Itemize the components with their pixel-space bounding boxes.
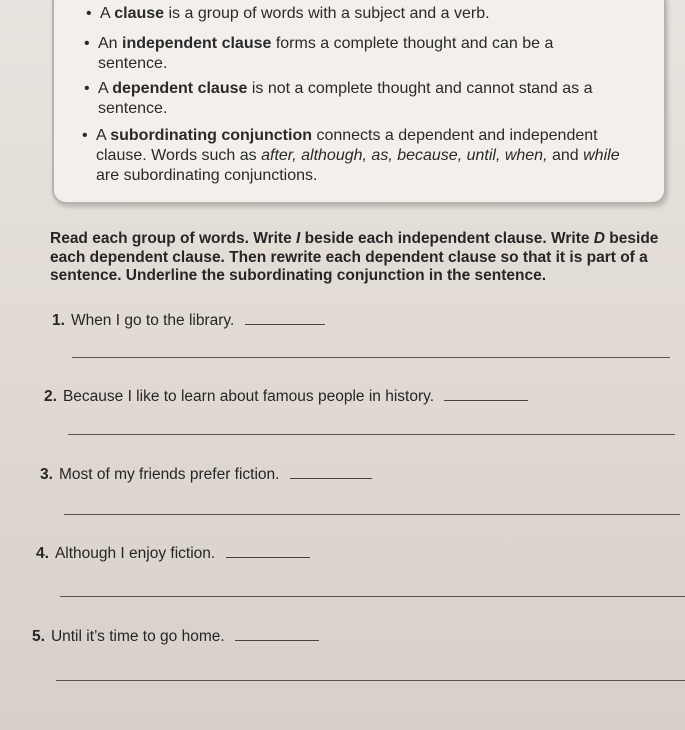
bullet-icon: • bbox=[86, 5, 92, 22]
exercise-text: When I go to the library. bbox=[70, 312, 235, 329]
exercise-number: 5. bbox=[32, 628, 45, 645]
conjunction-example-while: while bbox=[583, 147, 620, 164]
term-dependent-clause: dependent clause bbox=[112, 80, 248, 97]
exercise-text: Most of my friends prefer fiction. bbox=[58, 466, 280, 483]
rewrite-line[interactable] bbox=[56, 680, 685, 681]
rewrite-line[interactable] bbox=[68, 434, 675, 435]
definition-clause: • A clause is a group of words with a subject and a verb. bbox=[86, 5, 490, 22]
exercise-4 bbox=[36, 543, 310, 563]
exercise-3 bbox=[40, 464, 372, 484]
exercise-text: Until it’s time to go home. bbox=[50, 628, 225, 645]
term-independent-clause: independent clause bbox=[122, 35, 272, 52]
definition-subordinating-conjunction: • A subordinating conjunction connects a dependent and independent clause. Words such as after, although, as, because, until, when, and while are subordinating conjunctions. bbox=[82, 127, 620, 184]
bullet-icon: • bbox=[82, 127, 88, 144]
exercise-number: 1. bbox=[52, 312, 65, 329]
bullet-icon: • bbox=[84, 80, 90, 97]
answer-blank[interactable] bbox=[290, 464, 372, 479]
bullet-icon: • bbox=[84, 35, 90, 52]
definition-dependent-clause: • A dependent clause is not a complete thought and cannot stand as a sentence. bbox=[84, 80, 593, 117]
exercise-1 bbox=[52, 310, 325, 330]
term-clause: clause bbox=[114, 5, 165, 22]
mark-i: I bbox=[296, 230, 301, 247]
exercise-number: 2. bbox=[44, 388, 57, 405]
instructions: Read each group of words. Write I beside each independent clause. Write D beside each dependent clause. Then rewrite each dependent clause so that it is part of a sentence. Underline the subordinating conjunction in the sentence. bbox=[50, 230, 659, 284]
answer-blank[interactable] bbox=[235, 626, 319, 641]
exercise-text: Although I enjoy fiction. bbox=[54, 545, 216, 562]
exercise-number: 4. bbox=[36, 545, 49, 562]
answer-blank[interactable] bbox=[245, 310, 325, 325]
mark-d: D bbox=[593, 230, 605, 247]
rewrite-line[interactable] bbox=[60, 596, 685, 597]
term-subordinating-conjunction: subordinating conjunction bbox=[110, 127, 312, 144]
exercise-number: 3. bbox=[40, 466, 53, 483]
exercise-5 bbox=[32, 626, 319, 646]
answer-blank[interactable] bbox=[226, 543, 310, 558]
answer-blank[interactable] bbox=[444, 386, 528, 401]
rewrite-line[interactable] bbox=[72, 357, 670, 358]
exercise-text: Because I like to learn about famous people in history. bbox=[62, 388, 435, 405]
conjunction-examples: after, although, as, because, until, when, bbox=[261, 147, 548, 164]
definition-independent-clause: • An independent clause forms a complete thought and can be a sentence. bbox=[84, 35, 554, 72]
exercise-2 bbox=[44, 386, 528, 406]
rewrite-line[interactable] bbox=[64, 514, 680, 515]
